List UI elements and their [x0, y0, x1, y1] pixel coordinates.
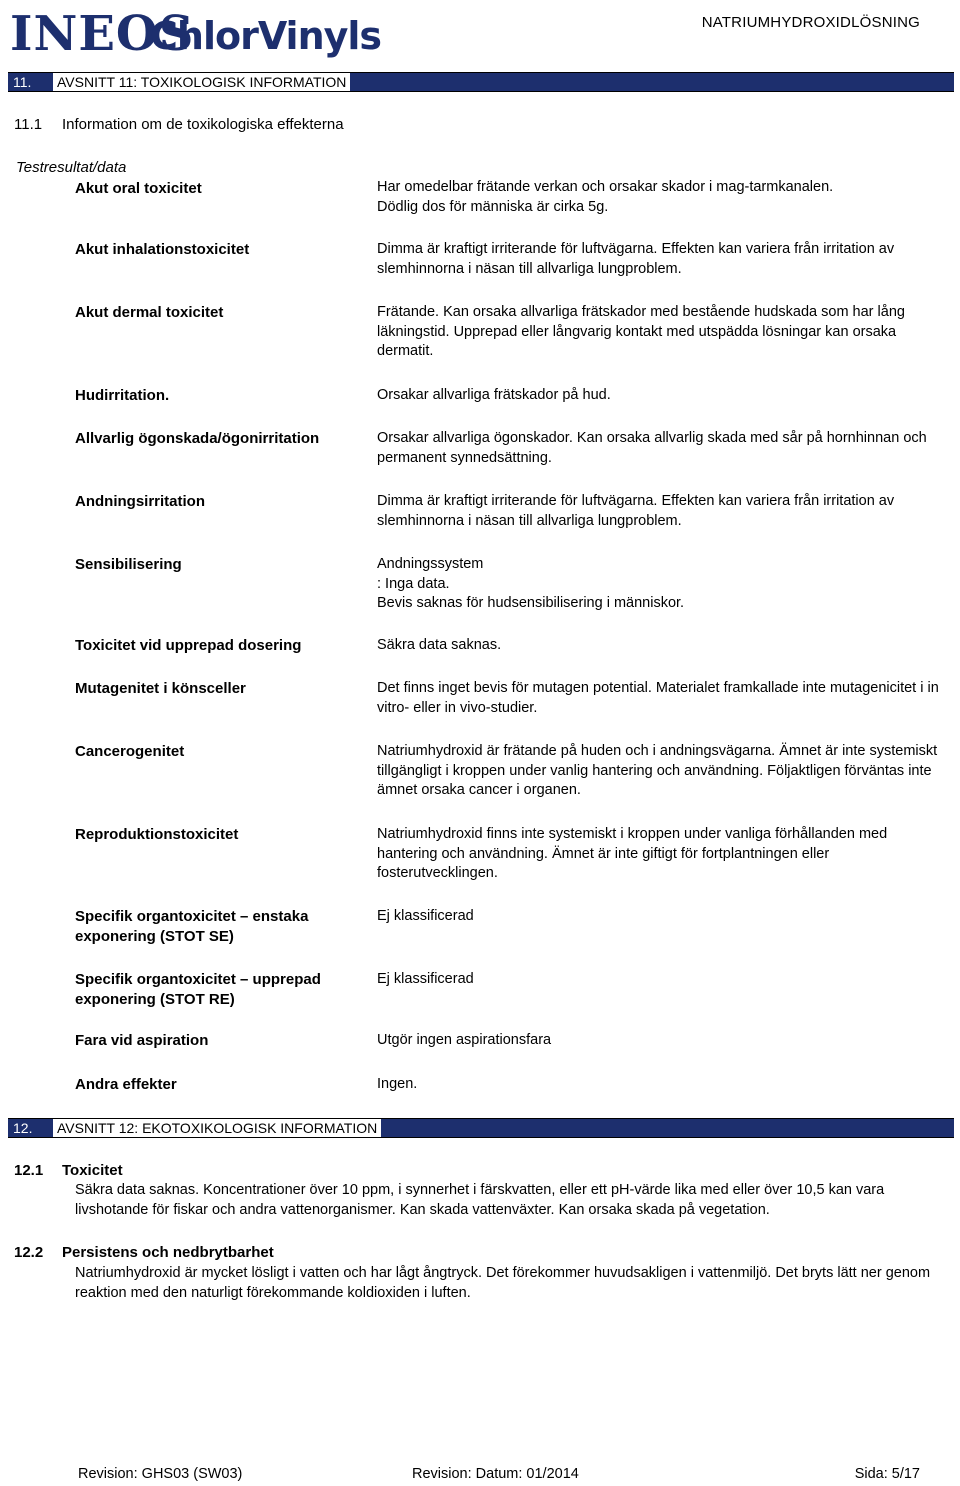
footer-revision: Revision: GHS03 (SW03): [78, 1466, 243, 1482]
row-value: Det finns inget bevis för mutagen potential. Materialet framkallade inte mutagenicitet i in vitro- eller in vivo-studier.: [377, 680, 939, 716]
row-label: Hudirritation.: [75, 387, 170, 404]
logo-ineos-text: INEOS: [10, 6, 195, 62]
row-label: Mutagenitet i könsceller: [75, 680, 246, 697]
row-label: Sensibilisering: [75, 556, 182, 573]
row-label: Akut oral toxicitet: [75, 180, 202, 197]
row-value: Natriumhydroxid är frätande på huden och i andningsvägarna. Ämnet är inte systemiskt tillgängligt i kroppen under vanlig hantering och användning. Följaktligen förväntas inte ämnet orsaka cancer i organen.: [377, 743, 938, 799]
subsection-12-1-title: Toxicitet: [62, 1162, 123, 1179]
row-label: Fara vid aspiration: [75, 1032, 209, 1049]
row-value: Natriumhydroxid finns inte systemiskt i kroppen under vanliga förhållanden med hantering och användning. Ämnet är inte giftigt för fortplantningen eller fosterutvecklingen.: [377, 826, 888, 882]
subsection-12-2-text: Natriumhydroxid är mycket lösligt i vatten och har lågt ångtryck. Det förekommer huvudsakligen i vattenmiljö. Det bryts lätt ner genom reaktion med den naturligt förekommande koldioxiden i luften.: [75, 1265, 931, 1301]
row-label: Andningsirritation: [75, 493, 205, 510]
subsection-12-1-number: 12.1: [14, 1162, 44, 1179]
row-value: Orsakar allvarliga frätskador på hud.: [377, 387, 611, 403]
row-label: Reproduktionstoxicitet: [75, 826, 239, 843]
subsection-12-2-title: Persistens och nedbrytbarhet: [62, 1244, 274, 1261]
row-label: Specifik organtoxicitet – enstaka exponering (STOT SE): [75, 908, 309, 945]
row-value: Har omedelbar frätande verkan och orsakar skador i mag-tarmkanalen. Dödlig dos för människa är cirka 5g.: [377, 179, 834, 215]
test-results-label: Testresultat/data: [16, 159, 127, 176]
section-11-number: 11.: [13, 74, 32, 90]
row-label: Cancerogenitet: [75, 743, 185, 760]
row-value: Säkra data saknas.: [377, 637, 502, 653]
row-value: Ej klassificerad: [377, 908, 474, 924]
subsection-title: Information om de toxikologiska effekterna: [62, 116, 344, 133]
row-value: Ingen.: [377, 1076, 418, 1092]
section-11-bar: [8, 72, 954, 92]
row-label: Toxicitet vid upprepad dosering: [75, 637, 302, 654]
row-label: Specifik organtoxicitet – upprepad exponering (STOT RE): [75, 971, 321, 1008]
row-value: Dimma är kraftigt irriterande för luftvägarna. Effekten kan variera från irritation av slemhinnorna i näsan till allvarliga lungproblem.: [377, 493, 895, 529]
subsection-number: 11.1: [14, 116, 43, 133]
row-label: Andra effekter: [75, 1076, 177, 1093]
row-value: Ej klassificerad: [377, 971, 474, 987]
row-value: Orsakar allvarliga ögonskador. Kan orsaka allvarlig skada med sår på hornhinnan och permanent synnedsättning.: [377, 430, 927, 466]
section-12-title: AVSNITT 12: EKOTOXIKOLOGISK INFORMATION: [53, 1119, 381, 1137]
section-12-bar: [8, 1118, 954, 1138]
row-value: Andningssystem : Inga data. Bevis saknas för hudsensibilisering i människor.: [377, 556, 685, 612]
company-logo: [10, 6, 382, 62]
section-11-title: AVSNITT 11: TOXIKOLOGISK INFORMATION: [53, 73, 350, 91]
footer-revision-date: Revision: Datum: 01/2014: [412, 1466, 579, 1482]
subsection-12-1-text: Säkra data saknas. Koncentrationer över 10 ppm, i synnerhet i färskvatten, eller ett pH-värde lika med eller över 10,5 kan vara livshotande för fiskar och andra vattenorganismer. Kan skada vattenväxter. Kan orsaka skada på vegetation.: [75, 1182, 885, 1218]
footer-page-number: Sida: 5/17: [854, 1466, 920, 1482]
section-12-number: 12.: [13, 1120, 33, 1136]
document-title: NATRIUMHYDROXIDLÖSNING: [701, 14, 920, 31]
subsection-12-2-number: 12.2: [14, 1244, 44, 1261]
row-value: Dimma är kraftigt irriterande för luftvägarna. Effekten kan variera från irritation av slemhinnorna i näsan till allvarliga lungproblem.: [377, 241, 895, 277]
row-value: Utgör ingen aspirationsfara: [377, 1032, 552, 1048]
logo-chlorvinyls-text: ChlorVinyls: [150, 14, 382, 58]
row-label: Akut dermal toxicitet: [75, 304, 224, 321]
subsection-11-1-heading: [14, 116, 614, 136]
row-label: Allvarlig ögonskada/ögonirritation: [75, 430, 320, 447]
row-value: Frätande. Kan orsaka allvarliga frätskador med bestående hudskada som har lång läkningstid. Upprepad eller långvarig kontakt med utspädda lösningar kan orsaka dermatit.: [377, 304, 905, 360]
row-label: Akut inhalationstoxicitet: [75, 241, 250, 258]
